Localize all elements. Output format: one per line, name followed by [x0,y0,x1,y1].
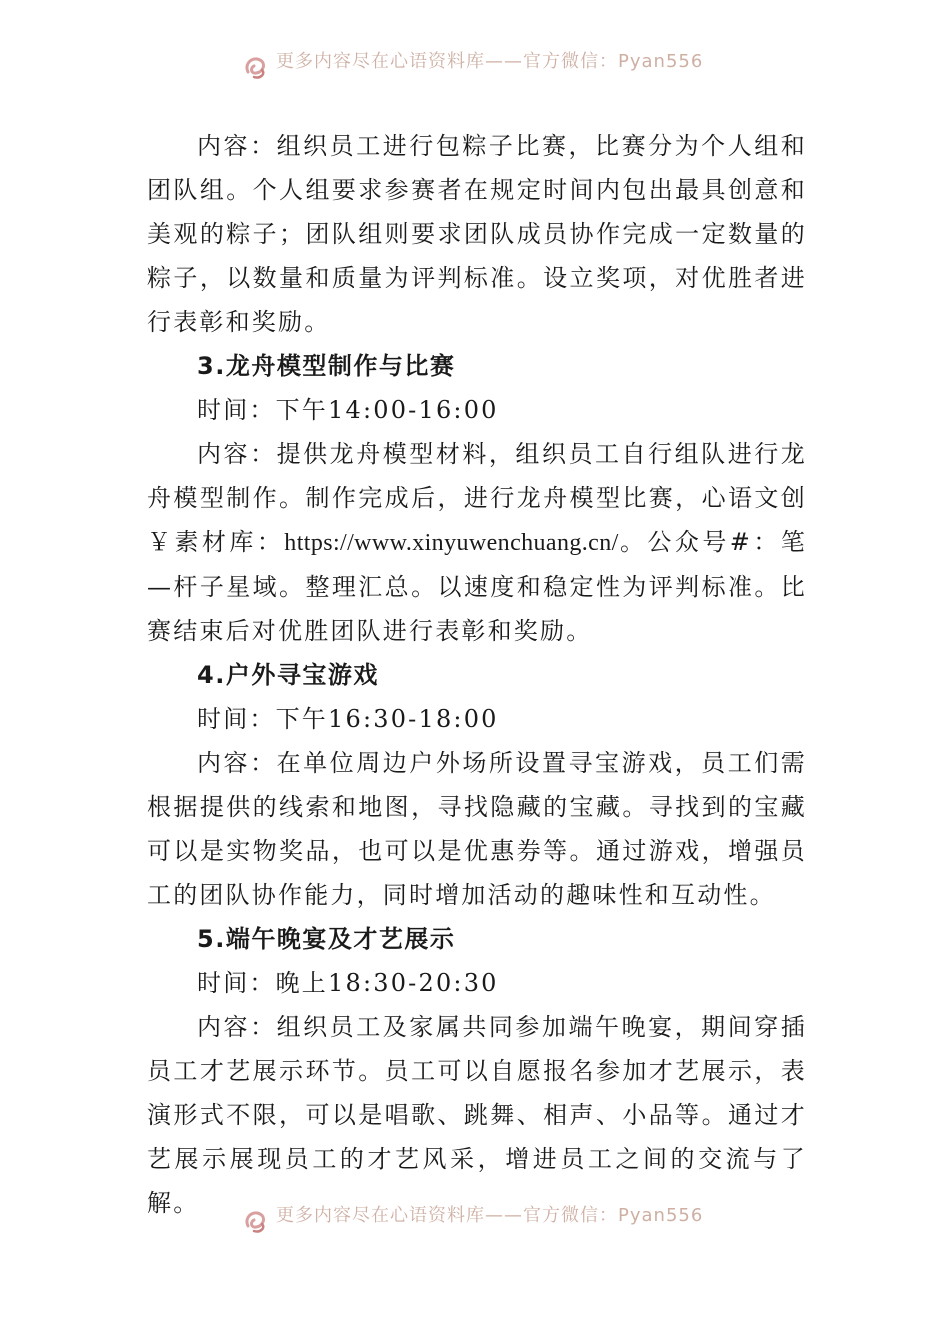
section-5-time: 时间：晚上18:30-20:30 [197,969,499,997]
section-4-time: 时间：下午16:30-18:00 [197,705,499,733]
watermark-text: 更多内容尽在心语资料库——官方微信：Pyan556 [276,51,704,72]
section-5-content: 内容：组织员工及家属共同参加端午晚宴，期间穿插员工才艺展示环节。员工可以自愿报名参加才艺展示，表演形式不限，可以是唱歌、跳舞、相声、小品等。通过才艺展示展现员工的才艺风采，增进员工之间的交流与了解。 [147,1013,807,1217]
section-5-title: 5.端午晚宴及才艺展示 [197,925,456,953]
section-3-content-b: 。公众号#：笔—杆子星域。整理汇总。以速度和稳定性为评判标准。比赛结束后对优胜团队进行表彰和奖励。 [147,528,808,645]
document-body [147,124,807,1225]
section-2-content: 内容：组织员工进行包粽子比赛，比赛分为个人组和团队组。个人组要求参赛者在规定时间内包出最具创意和美观的粽子；团队组则要求团队成员协作完成一定数量的粽子，以数量和质量为评判标准。设立奖项，对优胜者进行表彰和奖励。 [147,132,807,336]
source-url-link[interactable]: https://www.xinyuwenchuang.cn/ [284,530,619,556]
section-3-time: 时间：下午14:00-16:00 [197,396,499,424]
section-3-content-a: 内容：提供龙舟模型材料，组织员工自行组队进行龙舟模型制作。制作完成后，进行龙舟模型比赛，心语文创￥素材库： [147,440,807,556]
watermark-text: 更多内容尽在心语资料库——官方微信：Pyan556 [276,1205,704,1226]
section-3-content [147,432,807,653]
swirl-logo-icon [242,52,270,80]
footer-watermark [0,1202,950,1242]
swirl-logo-icon [242,1206,270,1234]
section-4-title: 4.户外寻宝游戏 [197,661,379,689]
section-3-title: 3.龙舟模型制作与比赛 [197,352,456,380]
header-watermark [0,48,950,88]
section-4-content: 内容：在单位周边户外场所设置寻宝游戏，员工们需根据提供的线索和地图，寻找隐藏的宝藏。寻找到的宝藏可以是实物奖品，也可以是优惠券等。通过游戏，增强员工的团队协作能力，同时增加活动的趣味性和互动性。 [147,749,807,909]
